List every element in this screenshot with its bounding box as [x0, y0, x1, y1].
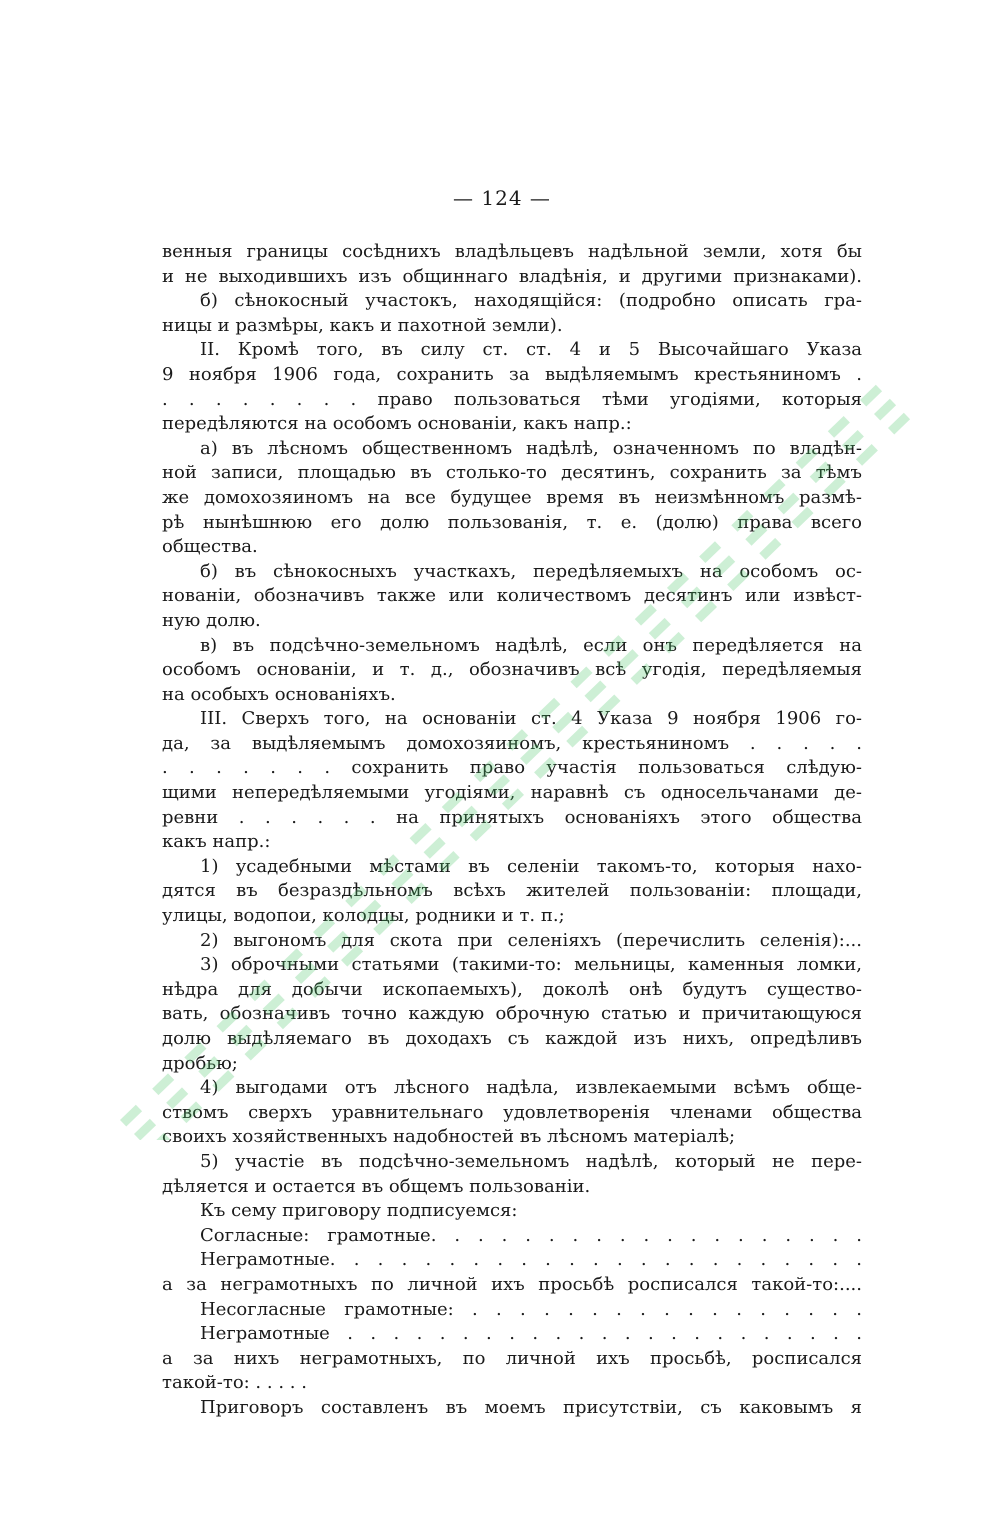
text-line: Приговоръ составленъ въ моемъ присутствіи, съ каковымъ я: [200, 1396, 862, 1418]
text-line: 3) оброчными статьями (такими-то: мельницы, каменныя ломки,: [200, 954, 862, 976]
text-line: улицы, водопои, колодцы, родники и т. п.;: [162, 905, 565, 927]
watermark-dash: [874, 399, 896, 421]
text-line: дятся въ безраздѣльномъ всѣхъ жителей пользованіи: площади,: [162, 880, 862, 902]
text-line: Къ сему приговору подписуемся:: [200, 1200, 518, 1222]
text-line: щими непередѣляемыми угодіями, наравнѣ съ односельчанами де-: [162, 782, 862, 804]
text-line: нованіи, обозначивъ также или количествомъ десятинъ или извѣст-: [162, 585, 862, 607]
text-line: да, за выдѣляемымъ домохозяиномъ, крестьяниномъ . . . . .: [162, 732, 862, 754]
text-line: Согласные: грамотные. . . . . . . . . . . . . . . . . . .: [200, 1224, 862, 1246]
text-line: особомъ основаніи, и т. д., обозначивъ всѣ угодія, передѣляемыя: [162, 659, 862, 681]
text-line: на особыхъ основаніяхъ.: [162, 683, 396, 705]
text-line: нѣдра для добычи ископаемыхъ), доколѣ онѣ будутъ существо-: [162, 978, 862, 1000]
text-line: а за нихъ неграмотныхъ, по личной ихъ просьбѣ, росписался: [162, 1347, 862, 1369]
text-line: 2) выгономъ для скота при селеніяхъ (перечислить селенія):...: [200, 929, 862, 951]
watermark-dash: [120, 1105, 142, 1127]
text-line: Несогласные грамотные: . . . . . . . . . . . . . . . . .: [200, 1298, 862, 1320]
text-line: своихъ хозяйственныхъ надобностей въ лѣсномъ матеріалѣ;: [162, 1126, 736, 1148]
text-line: общества.: [162, 536, 258, 558]
text-line: такой-то: . . . . .: [162, 1372, 307, 1394]
text-line: какъ напр.:: [162, 831, 271, 853]
text-line: ной записи, площадью въ столько-то десятинъ, сохранить за тѣмъ: [162, 462, 862, 484]
text-line: ствомъ сверхъ уравнительнаго удовлетворенія членами общества: [162, 1101, 862, 1123]
text-line: же домохозяиномъ на все будущее время въ неизмѣнномъ размѣ-: [162, 486, 862, 508]
text-line: Неграмотные . . . . . . . . . . . . . . . . . . . . . . .: [200, 1323, 862, 1345]
text-line: . . . . . . . . право пользоваться тѣми угодіями, которыя: [162, 388, 862, 410]
text-line: в) въ подсѣчно-земельномъ надѣлѣ, если онъ передѣляется на: [200, 634, 862, 656]
page-number: — 124 —: [453, 186, 551, 210]
text-line: 4) выгодами отъ лѣсного надѣла, извлекаемыми всѣмъ обще-: [200, 1077, 862, 1099]
watermark-dash: [134, 1119, 156, 1140]
text-line: дробью;: [162, 1052, 238, 1074]
text-line: долю выдѣляемаго въ доходахъ съ каждой изъ нихъ, опредѣливъ: [162, 1028, 862, 1049]
text-line: ницы и размѣры, какъ и пахотной земли).: [162, 314, 563, 336]
text-line: II. Кромѣ того, въ силу ст. ст. 4 и 5 Высочайшаго Указа: [200, 339, 862, 361]
text-line: 1) усадебными мѣстами въ селеніи такомъ-то, которыя нахо-: [200, 855, 862, 877]
text-line: ревни . . . . . . на принятыхъ основаніяхъ этого общества: [162, 806, 862, 828]
text-line: 5) участіе въ подсѣчно-земельномъ надѣлѣ, который не пере-: [200, 1150, 862, 1172]
watermark-dash: [860, 385, 882, 407]
text-line: и не выходившихъ изъ общиннаго владѣнія, и другими признаками).: [162, 265, 862, 287]
text-line: а за неграмотныхъ по личной ихъ просьбѣ росписался такой-то:....: [162, 1273, 862, 1295]
text-line: Неграмотные. . . . . . . . . . . . . . . . . . . . . . .: [200, 1249, 862, 1271]
watermark-dash: [888, 413, 910, 435]
document-body: [162, 240, 862, 1421]
text-line: вать, обозначивъ точно каждую оброчную статью и причитающуюся: [162, 1003, 862, 1025]
text-line: рѣ нынѣшнюю его долю пользованія, т. е. (долю) права всего: [162, 511, 862, 533]
text-line: б) въ сѣнокосныхъ участкахъ, передѣляемыхъ на особомъ ос-: [200, 560, 862, 582]
text-line: . . . . . . . сохранить право участія пользоваться слѣдую-: [162, 757, 862, 779]
text-line: венныя границы сосѣднихъ владѣльцевъ надѣльной земли, хотя бы: [162, 241, 862, 262]
text-line: дѣляется и остается въ общемъ пользованіи.: [162, 1175, 591, 1197]
text-line: ную долю.: [162, 609, 261, 631]
text-line: III. Сверхъ того, на основаніи ст. 4 Указа 9 ноября 1906 го-: [200, 708, 862, 730]
text-line: 9 ноября 1906 года, сохранить за выдѣляемымъ крестьяниномъ .: [162, 363, 862, 385]
text-line: а) въ лѣсномъ общественномъ надѣлѣ, означенномъ по владѣн-: [200, 437, 862, 459]
text-line: передѣляются на особомъ основаніи, какъ напр.:: [162, 413, 632, 435]
text-line: б) сѣнокосный участокъ, находящійся: (подробно описать гра-: [200, 290, 862, 312]
